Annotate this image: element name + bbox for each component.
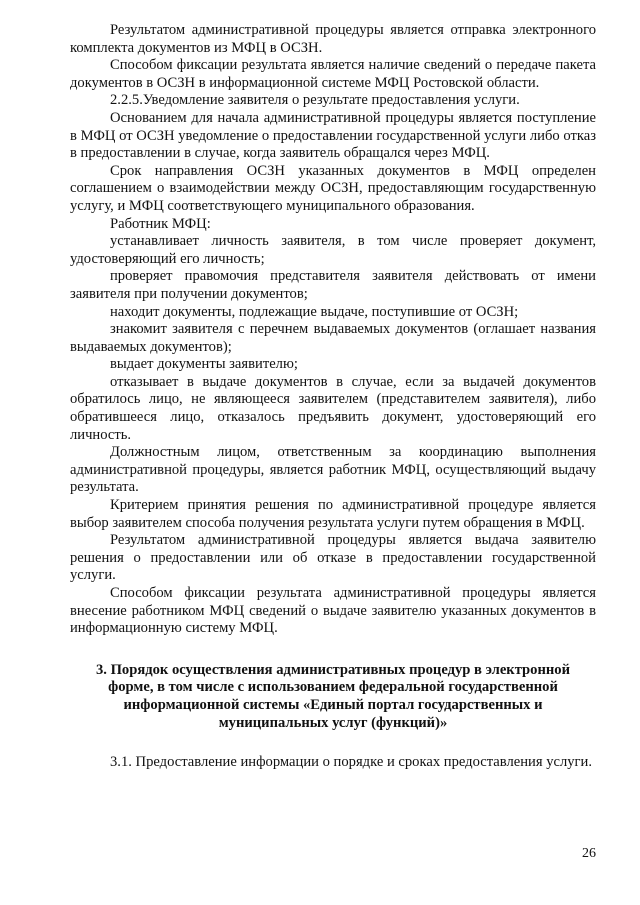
section-heading: 3. Порядок осуществления административных процедур в электронной форме, в том числе с использованием федеральной государственной информационной системы «Единый портал государственных и муниципальных услуг (функций)» xyxy=(95,661,570,731)
paragraph-decision-criterion: Критерием принятия решения по административной процедуре является выбор заявителем способа получения результата услуги путем обращения в МФЦ. xyxy=(70,497,596,531)
paragraph-fixation-method: Способом фиксации результата является наличие сведений о передаче пакета документов в ОСЗН в информационной системе МФЦ Ростовской области. xyxy=(70,57,596,91)
worker-action-item: устанавливает личность заявителя, в том числе проверяет документ, удостоверяющий его личность; xyxy=(70,233,596,267)
paragraph-deadline: Срок направления ОСЗН указанных документов в МФЦ определен соглашением о взаимодействии между ОСЗН, предоставляющим государственную услугу, и МФЦ соответствующего муниципального образования. xyxy=(70,162,596,214)
worker-action-item: находит документы, подлежащие выдаче, поступившие от ОСЗН; xyxy=(110,303,519,320)
worker-action-item: знакомит заявителя с перечнем выдаваемых документов (оглашает названия выдаваемых документов); xyxy=(70,321,596,355)
worker-action-item: выдает документы заявителю; xyxy=(110,356,298,373)
subsection-title-notification: 2.2.5.Уведомление заявителя о результате предоставления услуги. xyxy=(110,92,520,109)
paragraph-section-3-1: 3.1. Предоставление информации о порядке и сроках предоставления услуги. xyxy=(110,754,592,771)
paragraph-basis: Основанием для начала административной процедуры является поступление в МФЦ от ОСЗН уведомление о предоставлении государственной услуги либо отказ в предоставлении в случае, когда заявитель обращался через МФЦ. xyxy=(70,109,596,162)
page-number: 26 xyxy=(582,846,596,861)
worker-action-item: отказывает в выдаче документов в случае, если за выдачей документов обратилось лицо, не являющееся заявителем (представителем заявителя), либо обратившееся лицо, отказалось предъявить документ, удостоверяющий его личность. xyxy=(70,373,596,443)
paragraph-result-sending: Результатом административной процедуры является отправка электронного комплекта документов из МФЦ в ОСЗН. xyxy=(70,22,596,56)
paragraph-procedure-result: Результатом административной процедуры является выдача заявителю решения о предоставлении или об отказе в предоставлении государственной услуги. xyxy=(70,532,596,584)
paragraph-worker-intro: Работник МФЦ: xyxy=(110,215,211,232)
paragraph-result-fixation: Способом фиксации результата административной процедуры является внесение работником МФЦ сведений о выдаче заявителю указанных документов в информационную систему МФЦ. xyxy=(70,585,596,637)
paragraph-responsible-official: Должностным лицом, ответственным за координацию выполнения административной процедуры, является работник МФЦ, осуществляющий выдачу результата. xyxy=(70,444,596,496)
worker-action-item: проверяет правомочия представителя заявителя действовать от имени заявителя при получении документов; xyxy=(70,268,596,302)
